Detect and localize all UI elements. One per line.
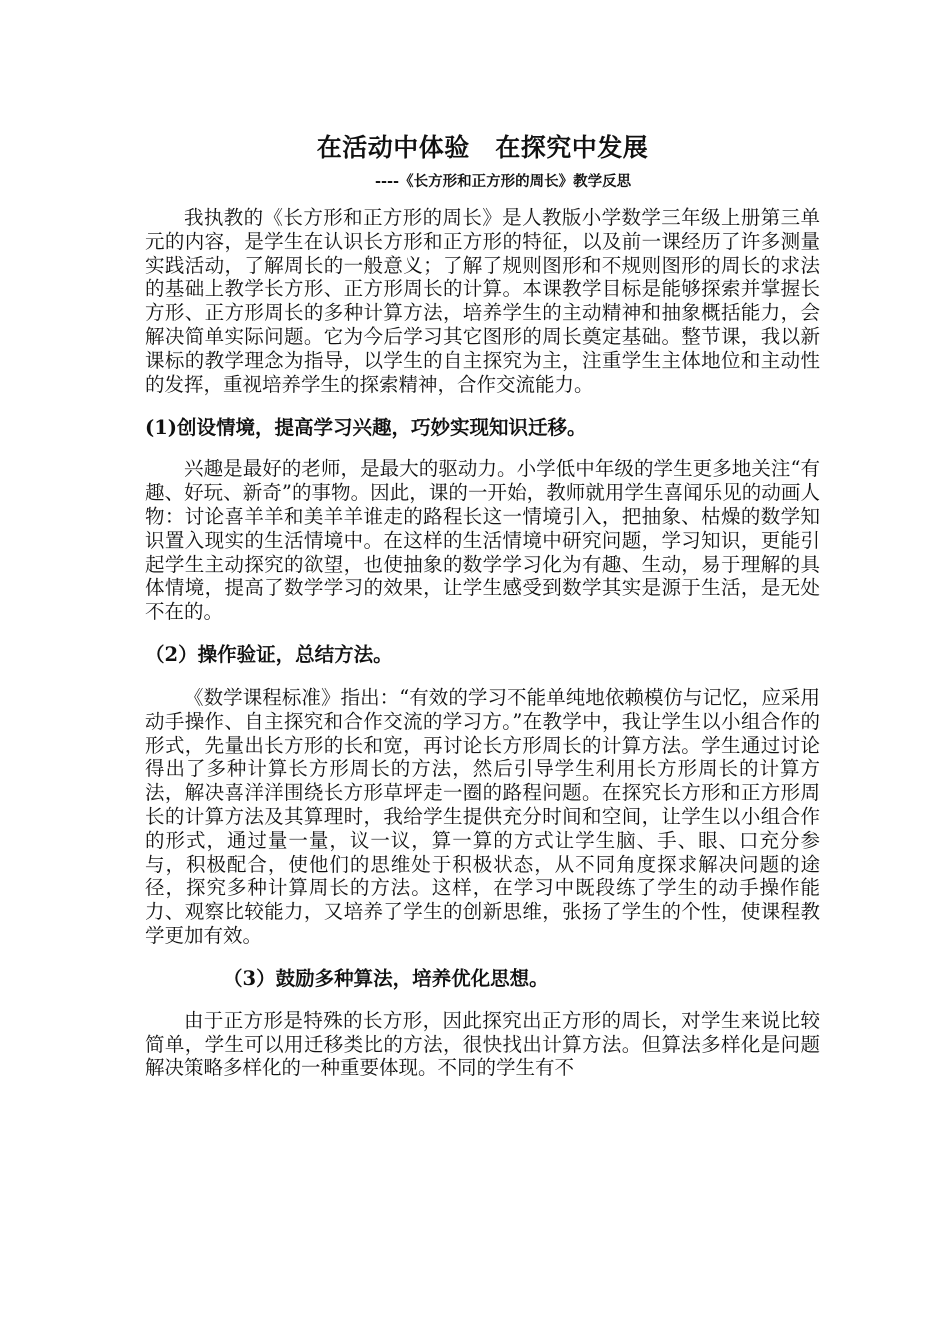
section-3-body: 由于正方形是特殊的长方形，因此探究出正方形的周长，对学生来说比较简单，学生可以用迁移类比的方法，很快找出计算方法。但算法多样化是问题解决策略多样化的一种重要体现。不同的学生有不 bbox=[145, 1008, 820, 1080]
section-2-heading: （2）操作验证，总结方法。 bbox=[145, 642, 393, 666]
section-2-body: 《数学课程标准》指出：“有效的学习不能单纯地依赖模仿与记忆，应采用动手操作、自主探究和合作交流的学习方。”在教学中，我让学生以小组合作的形式，先量出长方形的长和宽，再讨论长方形周长的计算方法。学生通过讨论得出了多种计算长方形周长的方法，然后引导学生利用长方形周长的计算方法，解决喜洋洋围绕长方形草坪走一圈的路程问题。在探究长方形和正方形周长的计算方法及其算理时，我给学生提供充分时间和空间，让学生以小组合作的形式，通过量一量，议一议，算一算的方式让学生脑、手、眼、口充分参与，积极配合，使他们的思维处于积极状态，从不同角度探求解决问题的途径，探究多种计算周长的方法。这样，在学习中既段练了学生的动手操作能力、观察比较能力，又培养了学生的创新思维，张扬了学生的个性，使课程教学更加有效。 bbox=[145, 685, 820, 947]
document-title: 在活动中体验 在探究中发展 bbox=[316, 133, 649, 162]
section-1-heading: (1)创设情境，提高学习兴趣，巧妙实现知识迁移。 bbox=[145, 416, 587, 440]
section-1-body: 兴趣是最好的老师，是最大的驱动力。小学低中年级的学生更多地关注“有趣、好玩、新奇”的事物。因此，课的一开始，教师就用学生喜闻乐见的动画人物：讨论喜羊羊和美羊羊谁走的路程长这一情境引入，把抽象、枯燥的数学知识置入现实的生活情境中。在这样的生活情境中研究问题，学习知识，更能引起学生主动探究的欲望，也使抽象的数学学习化为有趣、生动，易于理解的具体情境，提高了数学学习的效果，让学生感受到数学其实是源于生活，是无处不在的。 bbox=[145, 457, 820, 624]
section-3-heading: （3）鼓励多种算法，培养优化思想。 bbox=[223, 966, 549, 990]
document-body bbox=[145, 128, 820, 1080]
intro-paragraph: 我执教的《长方形和正方形的周长》是人教版小学数学三年级上册第三单元的内容，是学生在认识长方形和正方形的特征，以及前一课经历了许多测量实践活动，了解周长的一般意义；了解了规则图形和不规则图形的周长的求法的基础上教学长方形、正方形周长的计算。本课教学目标是能够探索并掌握长方形、正方形周长的多种计算方法，培养学生的主动精神和抽象概括能力，会解决简单实际问题。它为今后学习其它图形的周长奠定基础。整节课，我以新课标的教学理念为指导，以学生的自主探究为主，注重学生主体地位和主动性的发挥，重视培养学生的探索精神，合作交流能力。 bbox=[145, 206, 820, 396]
document-subtitle: ----《长方形和正方形的周长》教学反思 bbox=[375, 173, 632, 190]
